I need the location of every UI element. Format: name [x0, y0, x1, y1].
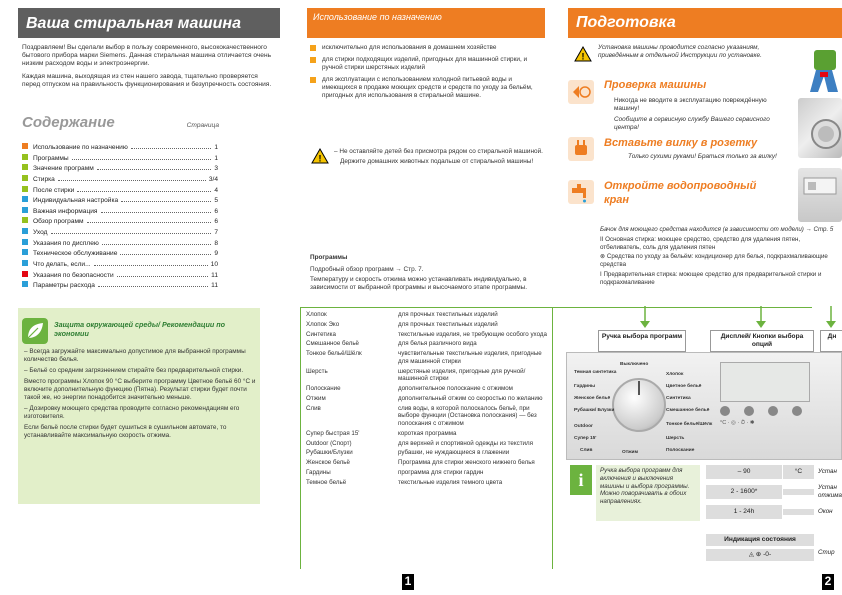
toc-page: 4 [214, 186, 218, 194]
toc-dots [94, 261, 208, 266]
toc-entry [22, 239, 218, 248]
program-name: Смешанное бельё [306, 340, 359, 348]
status-indicator: Индикация состояния ◬ ⊕ -0- Стир [706, 534, 842, 561]
plug-icon [568, 137, 594, 161]
toc-page: 3 [214, 165, 218, 173]
program-name: Рубашки/Блузки [306, 449, 353, 457]
machine-photo-2 [798, 168, 842, 222]
tap-title: Откройте водопроводный кран [604, 180, 757, 206]
program-row [306, 448, 550, 458]
toc-entry [22, 164, 218, 173]
program-desc: шерстяные изделия, пригодные для ручной/машинной стирки [398, 367, 526, 383]
program-row [306, 339, 550, 349]
program-row [306, 404, 550, 429]
toc-label: Обзор программ [33, 218, 84, 226]
arrow-knob [640, 306, 650, 331]
program-desc: короткая программа [398, 429, 457, 437]
toc-page: 8 [214, 239, 218, 247]
toc-page: 10 [210, 260, 218, 268]
display-scale: °C · ◎ · ⏱ · ✱ [720, 420, 755, 426]
knob-label: Слив [580, 448, 593, 453]
usage-bullet [310, 77, 316, 83]
program-desc: для белья различного вида [398, 340, 477, 348]
toc-label: Программы [33, 154, 69, 162]
end-button[interactable] [768, 406, 778, 416]
program-row [306, 349, 550, 367]
toc-label: Уход [33, 229, 48, 236]
toc-page-label: Страница [186, 122, 219, 129]
table-of-contents [22, 143, 218, 292]
program-desc: текстильные изделия, не требующие особого ухода [398, 330, 547, 338]
toc-label: Что делать, если... [33, 260, 91, 268]
toc-color-marker [22, 207, 28, 213]
eco-item: Если бельё после стирки будет сушиться в сушильном автомате, то устанавливайте максимальную скорость отжима. [24, 424, 227, 439]
toc-page: 5 [214, 197, 218, 205]
warning-icon [311, 148, 329, 167]
svg-text:!: ! [318, 153, 322, 164]
status-row [706, 484, 842, 500]
intro-para-1: Поздравляем! Вы сделали выбор в пользу современного, высококачественного бытового прибора марки Siemens. Данная стиральная машина отличается очень низким расходом воды и электроэнергии. [22, 44, 272, 68]
toc-dots [77, 187, 211, 192]
info-box: Ручка выбора программ для включения и выключения машины и выбора программы. Можно поворачивать в обоих направлениях. [596, 465, 700, 521]
page1-title-band [18, 8, 280, 38]
plug-title: Вставьте вилку в розетку [604, 137, 758, 149]
programs-title: Программы [310, 254, 348, 261]
display-buttons [720, 406, 830, 418]
toc-entry [22, 281, 218, 290]
page1-intro [22, 44, 277, 89]
toc-entry [22, 260, 218, 269]
toc-page: 6 [214, 207, 218, 215]
program-row [306, 320, 550, 330]
toc-page: 1 [214, 154, 218, 162]
toc-color-marker [22, 271, 28, 277]
status-desc: Устан [818, 468, 837, 476]
status-row [706, 505, 842, 519]
detergent-notes: Бачок для моющего средства находится (в зависимости от модели) → Стр. 5 II Основная стирка: моющее средство, средство для удаления пятен, отбеливатель, соль для удаления пятен ⊗ Средства по уходу за бельём: кондиционер для белья, подкрахмаливающие средства I Предварительная стирка: моющее средство для предварительной стирки и подкрахмаливание [600, 226, 834, 286]
eco-leaf-icon [22, 318, 48, 344]
eco-item: – Дозировку моющего средства проводите согласно рекомендациям его изготовителя. [24, 405, 240, 420]
program-name: Тонкое бельё/Шёлк [306, 350, 362, 357]
toc-dots [102, 240, 211, 245]
toc-color-marker [22, 281, 28, 287]
prep-text: Установка машины проводится согласно указаниям, приведённым в отдельной Инструкции по установке. [598, 44, 762, 59]
toc-entry [22, 196, 218, 205]
program-name: Темное бельё [306, 478, 347, 486]
status-desc: Окон [818, 507, 833, 515]
program-name: Супер быстрая 15' [306, 429, 360, 437]
eco-item: – Всегда загружайте максимально допустимое для выбранной программы количество белья. [24, 348, 246, 363]
check-icon [568, 80, 594, 104]
knob-label: Отжим [622, 450, 639, 455]
toc-dots [87, 218, 212, 223]
status-unit [782, 489, 814, 495]
program-row [306, 394, 550, 404]
knob-label: Тонкое бельё/Шёлк [666, 422, 713, 427]
toc-color-marker [22, 154, 28, 160]
toc-label: Параметры расхода [33, 282, 95, 290]
programs-desc: Температуру и скорость отжима можно устанавливать индивидуально, в зависимости от выбранной программы и высочаемого этапе программы. [310, 276, 528, 291]
shirt-icon [806, 48, 842, 97]
spin-button[interactable] [744, 406, 754, 416]
program-name: Слив [306, 404, 321, 412]
toc-page: 11 [211, 282, 218, 290]
toc-page: 6 [214, 218, 218, 226]
usage-item [310, 44, 542, 52]
programs-section [310, 254, 548, 292]
toc-color-marker [22, 186, 28, 192]
toc-entry [22, 154, 218, 163]
table-bracket-left [300, 307, 301, 569]
toc-page: 9 [214, 250, 218, 258]
svg-text:!: ! [581, 51, 585, 62]
display-screen [720, 362, 810, 402]
knob-label: Шерсть [666, 436, 685, 441]
knob-label: Рубашки/ Блузки [574, 408, 615, 413]
table-bracket-top [300, 307, 812, 308]
program-desc: рубашки, не нуждающиеся в глажении [398, 449, 510, 457]
toc-entry [22, 249, 218, 258]
toc-entry [22, 217, 218, 226]
knob-label: Супер 15' [574, 436, 597, 441]
status-value: 2 - 1600* [706, 485, 782, 499]
knob-labels [566, 352, 716, 460]
toc-heading [22, 114, 277, 133]
knob-label: Смешанное бельё [666, 408, 710, 413]
program-desc: слив воды, в которой полоскалось бельё, при выборе функции (Остановка полоскания) — без полоскания с отжимом [398, 404, 537, 427]
usage-item [310, 56, 542, 72]
toc-page: 1 [214, 144, 218, 151]
toc-label: Использование по назначению [33, 144, 128, 151]
program-desc: дополнительное полоскание с отжимом [398, 385, 513, 392]
program-table [306, 310, 550, 487]
usage-item [310, 76, 542, 100]
toc-dots [51, 229, 212, 234]
page1-number: 1 [402, 574, 414, 590]
toc-label: Указания по безопасности [33, 271, 114, 279]
toc-label: Важная информация [33, 207, 98, 215]
eco-items [24, 348, 256, 443]
status-row [706, 465, 842, 479]
knob-label: Синтетика [666, 396, 691, 401]
program-row [306, 439, 550, 449]
program-name: Outdoor (Спорт) [306, 439, 352, 447]
program-desc: текстильные изделия темного цвета [398, 478, 503, 486]
program-row [306, 468, 550, 478]
eco-title: Защита окружающей среды/ Рекомендации по экономии [54, 320, 226, 338]
toc-label: Указания по дисплею [33, 239, 99, 247]
page2-number: 2 [822, 574, 834, 590]
program-row [306, 458, 550, 468]
toc-color-marker [22, 249, 28, 255]
check-title: Проверка машины [604, 79, 707, 91]
knob-label: Гардины [574, 384, 596, 389]
arrow-display [756, 306, 766, 331]
status-desc: Устан отжима [818, 484, 842, 499]
info-icon: i [570, 465, 592, 495]
table-bracket-right [552, 307, 553, 569]
toc-entry [22, 271, 218, 280]
toc-color-marker [22, 239, 28, 245]
programs-ref: Подробный обзор программ → Стр. 7. [310, 266, 424, 273]
toc-dots [117, 272, 208, 277]
program-desc: Программа для стирки женского нижнего белья [398, 459, 535, 466]
toc-label: После стирки [33, 186, 75, 194]
plug-text: Только сухими руками! Браться только за вилку! [628, 153, 777, 160]
program-desc: для прочных текстильных изделий [398, 320, 498, 328]
program-name: Хлопок [306, 311, 327, 318]
knob-label: Outdoor [574, 424, 593, 429]
prep-warning-icon [574, 46, 592, 65]
usage-text: для эксплуатации с использованием холодной питьевой воды и имеющихся в продаже моющих средств и средств по уходу за бельём, пригодных для использования в стиральной машине. [322, 76, 533, 99]
usage-list [310, 44, 542, 104]
toc-page: 11 [211, 271, 218, 279]
program-row [306, 384, 550, 394]
program-desc: дополнительный отжим со скоростью по желанию [398, 394, 543, 402]
toc-label: Значение программ [33, 165, 94, 173]
knob-label: Темная синтетика [574, 370, 617, 375]
usage-title-band [307, 8, 545, 38]
toc-color-marker [22, 260, 28, 266]
toc-label: Техническое обслуживание [33, 250, 118, 258]
machine-photo-1 [798, 98, 842, 158]
program-name: Отжим [306, 394, 326, 402]
toc-page: 7 [214, 229, 218, 236]
program-name: Синтетика [306, 330, 336, 338]
program-name: Гардины [306, 468, 331, 476]
program-row [306, 429, 550, 439]
toc-label: Индивидуальная настройка [33, 197, 119, 205]
usage-title: Использование по назначению [313, 12, 442, 22]
toc-title: Содержание [22, 114, 115, 131]
tap-icon [568, 180, 594, 204]
toc-dots [98, 282, 208, 287]
arrow-right [826, 306, 836, 331]
toc-label: Стирка [33, 175, 55, 183]
warning-text: – Не оставляйте детей без присмотра рядом со стиральной машиной. Держите домашних животных подальше от стиральной машины! [334, 148, 543, 165]
toc-dots [101, 208, 212, 213]
toc-color-marker [22, 217, 28, 223]
knob-label: Цветное бельё [666, 384, 702, 389]
program-row [306, 478, 550, 488]
eco-item: – Бельё со средним загрязнением стирайте без предварительной стирки. [24, 367, 244, 374]
program-name: Шерсть [306, 367, 328, 375]
toc-entry [22, 228, 218, 237]
status-value: 1 - 24h [706, 505, 782, 519]
toc-dots [131, 144, 212, 149]
toc-dots [120, 250, 211, 255]
knob-header: Ручка выбора программ [598, 330, 686, 352]
status-unit [782, 509, 814, 515]
toc-dots [72, 155, 212, 160]
knob-label: Женское бельё [574, 396, 611, 401]
toc-entry [22, 207, 218, 216]
program-desc: для верхней и спортивной одежды из текстиля [398, 439, 533, 447]
toc-color-marker [22, 143, 28, 149]
program-desc: для прочных текстильных изделий [398, 311, 498, 318]
eco-item: Вместо программы Хлопок 90 °C выберите программу Цветное бельё 60 °C и включите дополнительную функцию (Пятна). Результат стирки будет почти такой же, но энергии понадобится значительно меньше. [24, 378, 256, 401]
toc-color-marker [22, 175, 28, 181]
temp-button[interactable] [720, 406, 730, 416]
toc-dots [58, 176, 206, 181]
prep-title: Подготовка [576, 14, 676, 31]
display-header: Дисплей/ Кнопки выбора опций [710, 330, 814, 352]
usage-text: исключительно для использования в домашнем хозяйстве [322, 44, 497, 51]
status-value: – 90 [706, 465, 782, 479]
toc-color-marker [22, 164, 28, 170]
option-button[interactable] [792, 406, 802, 416]
status-rows [706, 465, 842, 524]
program-name: Хлопок Эко [306, 320, 340, 328]
toc-color-marker [22, 228, 28, 234]
toc-dots [121, 197, 211, 202]
program-row [306, 367, 550, 385]
page1-title: Ваша стиральная машина [26, 15, 241, 32]
toc-entry [22, 186, 218, 195]
program-row [306, 330, 550, 340]
toc-page: 3/4 [208, 175, 218, 183]
partial-header: Дн [820, 330, 842, 352]
toc-entry [22, 175, 218, 184]
program-row [306, 310, 550, 320]
knob-label: Выключено [620, 362, 649, 367]
knob-label: Хлопок [666, 372, 684, 377]
program-desc: чувствительные текстильные изделия, пригодные для машинной стирки [398, 350, 542, 365]
toc-color-marker [22, 196, 28, 202]
usage-text: для стирки подходящих изделий, пригодных для машинной стирки, и ручной стирки шерстяных изделий [322, 56, 528, 71]
intro-para-2: Каждая машина, выходящая из стен нашего завода, тщательно проверяется перед отпуском на правильность функционирования и безупречность состояния. [22, 72, 272, 88]
program-desc: программа для стирки гардин [398, 468, 484, 476]
program-name: Полоскание [306, 385, 341, 392]
usage-bullet [310, 57, 316, 63]
prep-title-band [568, 8, 842, 38]
knob-label: Полоскание [666, 448, 695, 453]
check-text: Никогда не вводите в эксплуатацию повреждённую машину! Сообщите в сервисную службу Вашего сервисного центра! [614, 97, 770, 131]
program-name: Женское бельё [306, 459, 350, 466]
status-unit: °C [782, 465, 814, 479]
toc-entry [22, 143, 218, 152]
toc-dots [97, 165, 212, 170]
usage-bullet [310, 45, 316, 51]
